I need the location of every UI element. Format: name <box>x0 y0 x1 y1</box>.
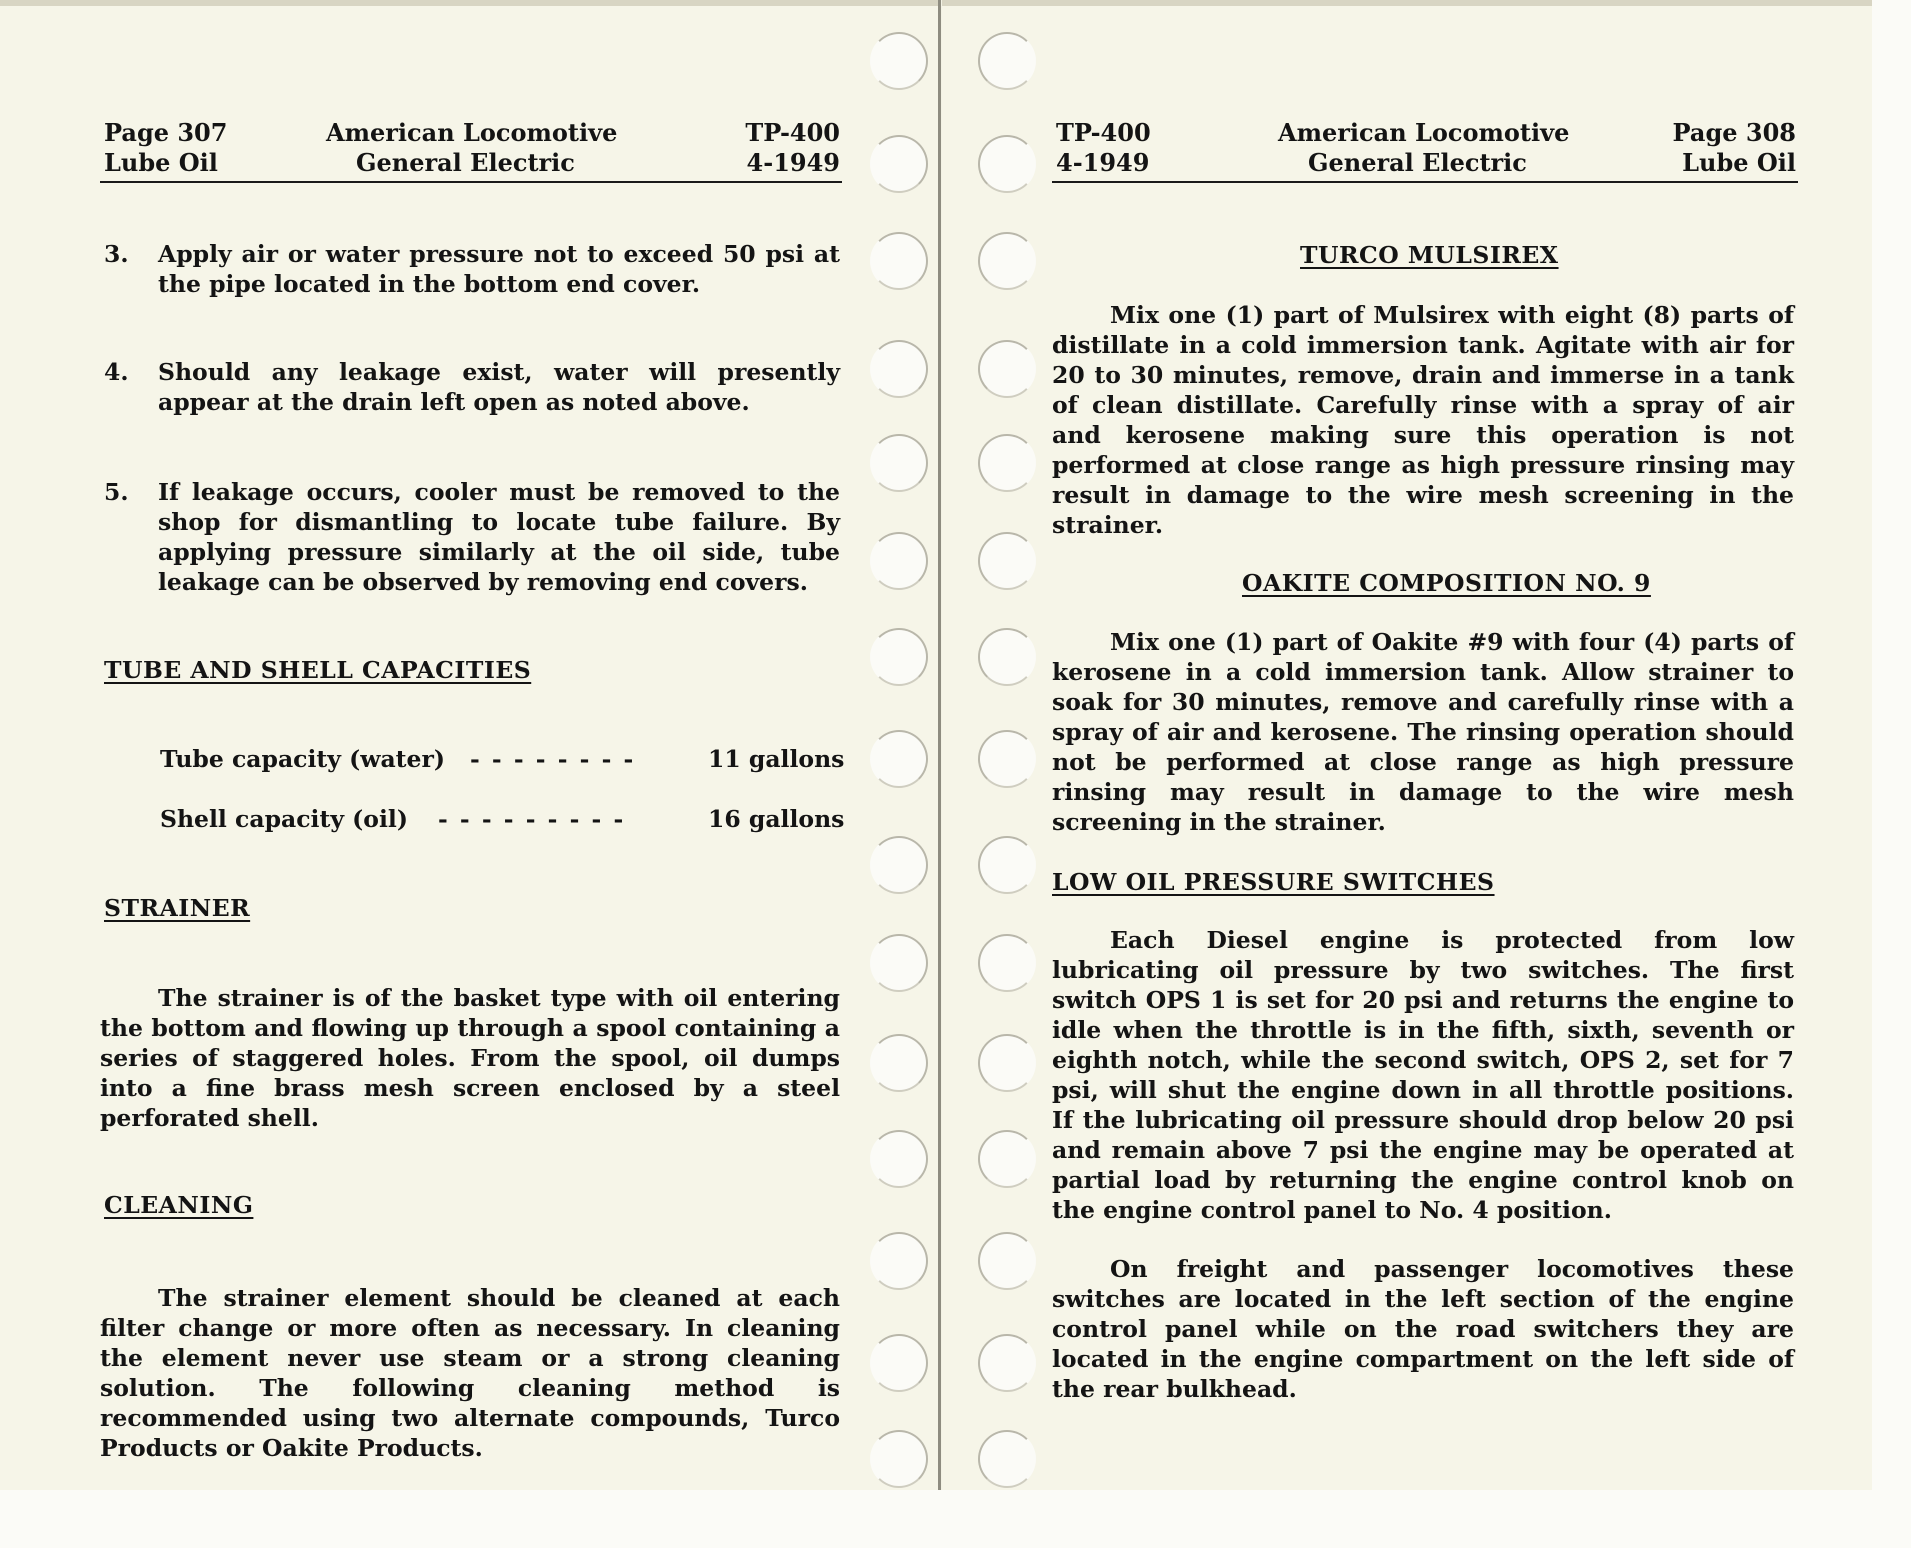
capacity-label: Tube capacity (water) <box>160 745 445 773</box>
document-date: 4-1949 <box>746 148 840 177</box>
document-number: TP-400 <box>745 118 840 147</box>
list-item <box>104 357 840 417</box>
list-item <box>104 477 840 597</box>
item-text: Apply air or water pressure not to exceed 50 psi at the pipe located in the bottom end cover. <box>158 240 840 298</box>
list-item <box>104 239 840 299</box>
binder-hole <box>978 532 1036 590</box>
item-number: 5. <box>104 478 129 506</box>
binder-hole <box>978 1130 1036 1188</box>
top-edge-left <box>0 0 938 6</box>
binder-hole <box>978 1232 1036 1290</box>
binder-hole <box>978 836 1036 894</box>
right-page-header <box>1056 118 1796 180</box>
header-rule <box>1052 181 1798 183</box>
switch-location-paragraph: On freight and passenger locomotives these switches are located in the left section of the engine control panel while on the road switchers they are located in the engine compartment on the left side of the rear bulkhead. <box>1052 1255 1794 1403</box>
binder-hole <box>870 135 928 193</box>
item-number: 4. <box>104 358 129 386</box>
binder-hole <box>870 628 928 686</box>
binder-hole <box>870 32 928 90</box>
left-page-header <box>104 118 840 180</box>
paper-edge <box>1872 0 1911 1490</box>
document-number: TP-400 <box>1056 118 1151 147</box>
section-name: Lube Oil <box>1682 148 1796 177</box>
binder-hole <box>870 836 928 894</box>
binder-hole <box>978 32 1036 90</box>
binder-hole <box>870 730 928 788</box>
company-name: American Locomotive <box>1278 118 1570 147</box>
document-date: 4-1949 <box>1056 148 1150 177</box>
company-name: American Locomotive <box>326 118 618 147</box>
binder-hole <box>978 1334 1036 1392</box>
binder-hole <box>870 1430 928 1488</box>
section-heading: TURCO MULSIREX <box>1300 241 1559 269</box>
turco-paragraph: Mix one (1) part of Mulsirex with eight (8) parts of distillate in a cold immersion tank. Agitate with air for 20 to 30 minutes, remove, drain and immerse in a tank of clean distillate. Carefully rinse with a spray of air and kerosene making sure this operation is not performed at close range as high pressure rinsing may result in damage to the wire mesh screening in the strainer. <box>1052 301 1794 539</box>
binder-hole <box>978 135 1036 193</box>
section-heading: OAKITE COMPOSITION NO. 9 <box>1242 569 1651 597</box>
page-gutter <box>938 0 941 1490</box>
section-name: Lube Oil <box>104 148 218 177</box>
binder-hole <box>870 1232 928 1290</box>
binder-hole <box>978 434 1036 492</box>
paper-bottom-edge <box>0 1490 1911 1548</box>
binder-hole <box>978 628 1036 686</box>
item-text: Should any leakage exist, water will presently appear at the drain left open as noted above. <box>158 358 840 416</box>
binder-hole <box>978 1034 1036 1092</box>
binder-hole <box>870 434 928 492</box>
item-number: 3. <box>104 240 129 268</box>
binder-hole <box>978 730 1036 788</box>
binder-hole <box>978 934 1036 992</box>
section-heading: LOW OIL PRESSURE SWITCHES <box>1052 868 1495 896</box>
capacity-leader: - - - - - - - - <box>470 745 636 773</box>
section-heading: TUBE AND SHELL CAPACITIES <box>104 656 532 684</box>
binder-hole <box>870 1130 928 1188</box>
capacity-value: 11 gallons <box>708 745 845 773</box>
capacity-label: Shell capacity (oil) <box>160 805 408 833</box>
page-number: Page 308 <box>1672 118 1796 147</box>
binder-hole <box>978 232 1036 290</box>
company-name: General Electric <box>356 148 575 177</box>
top-edge-right <box>942 0 1872 6</box>
binder-hole <box>870 532 928 590</box>
cleaning-paragraph: The strainer element should be cleaned at each filter change or more often as necessary. In cleaning the element never use steam or a strong cleaning solution. The following cleaning method is recommended using two alternate compounds, Turco Products or Oakite Products. <box>100 1284 840 1462</box>
section-heading: STRAINER <box>104 894 251 922</box>
capacity-leader: - - - - - - - - - <box>438 805 626 833</box>
page-number: Page 307 <box>104 118 228 147</box>
binder-hole <box>870 934 928 992</box>
item-text: If leakage occurs, cooler must be removed to the shop for dismantling to locate tube failure. By applying pressure similarly at the oil side, tube leakage can be observed by removing end covers. <box>158 478 840 596</box>
header-rule <box>100 181 842 183</box>
capacity-value: 16 gallons <box>708 805 845 833</box>
section-heading: CLEANING <box>104 1191 254 1219</box>
low-oil-paragraph: Each Diesel engine is protected from low lubricating oil pressure by two switches. The first switch OPS 1 is set for 20 psi and returns the engine to idle when the throttle is in the fifth, sixth, seventh or eighth notch, while the second switch, OPS 2, set for 7 psi, will shut the engine down in all throttle positions. If the lubricating oil pressure should drop below 20 psi and remain above 7 psi the engine may be operated at partial load by returning the engine control knob on the engine control panel to No. 4 position. <box>1052 926 1794 1224</box>
company-name: General Electric <box>1308 148 1527 177</box>
binder-hole <box>978 340 1036 398</box>
binder-hole <box>870 1034 928 1092</box>
oakite-paragraph: Mix one (1) part of Oakite #9 with four (4) parts of kerosene in a cold immersion tank. Allow strainer to soak for 30 minutes, remove and carefully rinse with a spray of air and kerosene. The rinsing operation should not be performed at close range as high pressure rinsing may result in damage to the wire mesh screening in the strainer. <box>1052 628 1794 836</box>
strainer-paragraph: The strainer is of the basket type with oil entering the bottom and flowing up through a spool containing a series of staggered holes. From the spool, oil dumps into a fine brass mesh screen enclosed by a steel perforated shell. <box>100 984 840 1132</box>
binder-hole <box>870 340 928 398</box>
binder-hole <box>870 232 928 290</box>
binder-hole <box>870 1334 928 1392</box>
binder-hole <box>978 1430 1036 1488</box>
